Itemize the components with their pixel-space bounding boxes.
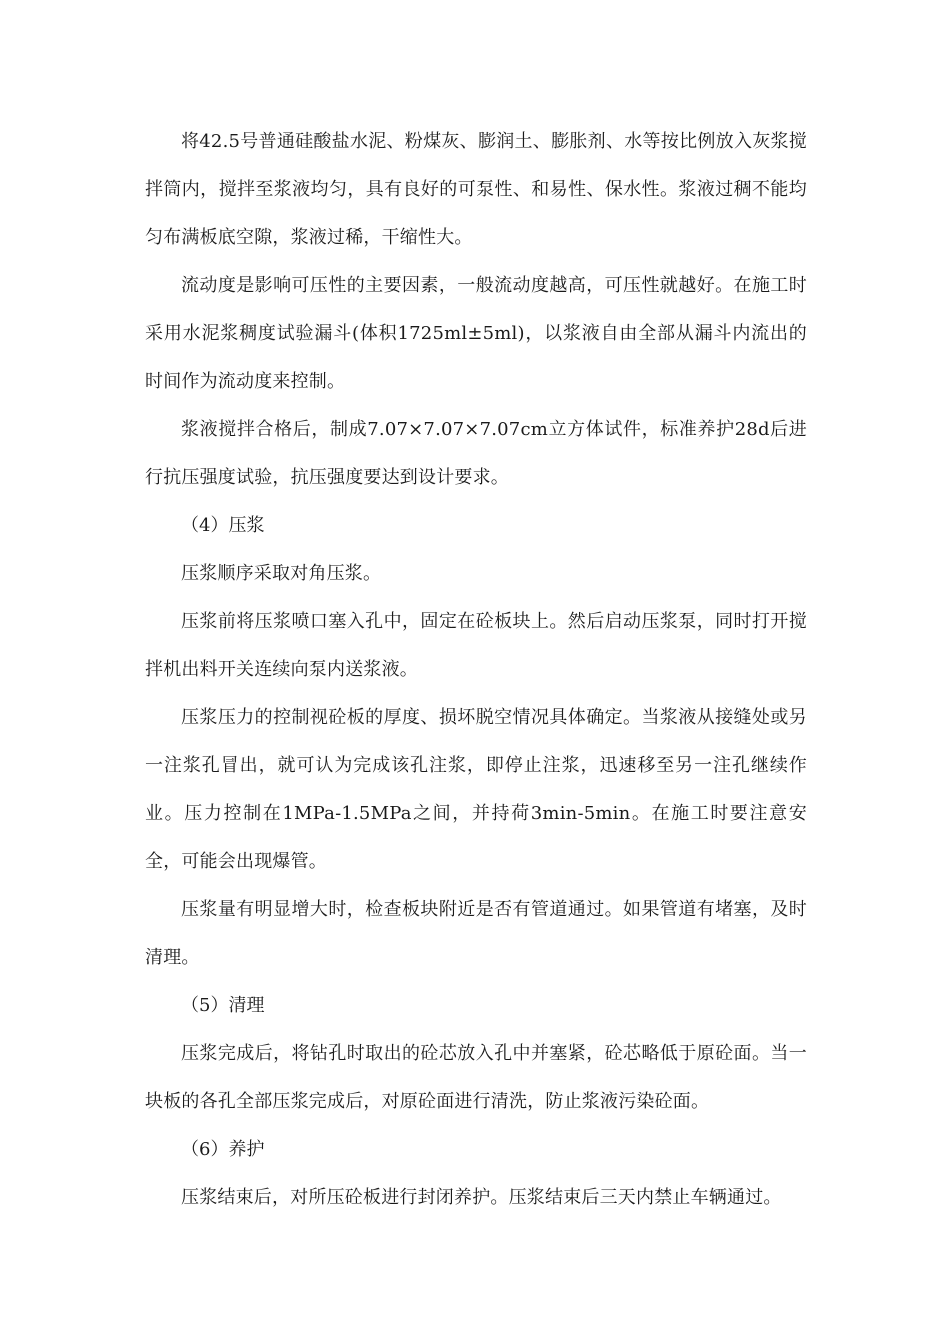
paragraph-curing: 压浆结束后，对所压砼板进行封闭养护。压浆结束后三天内禁止车辆通过。 xyxy=(181,1187,782,1208)
paragraph-flowability: 流动度是影响可压性的主要因素，一般流动度越高，可压性就越好。在施工时采用水泥浆稠度试验漏斗(体积1725ml±5ml)，以浆液自由全部从漏斗内流出的时间作为流动度来控制。 xyxy=(145,275,807,392)
section-heading-grouting: （4）压浆 xyxy=(181,515,265,536)
paragraph-grouting-prep: 压浆前将压浆喷口塞入孔中，固定在砼板块上。然后启动压浆泵，同时打开搅拌机出料开关连续向泵内送浆液。 xyxy=(145,611,807,680)
paragraph-grouting-order: 压浆顺序采取对角压浆。 xyxy=(181,563,382,584)
paragraph-grout-mixing: 将42.5号普通硅酸盐水泥、粉煤灰、膨润土、膨胀剂、水等按比例放入灰浆搅拌筒内，搅拌至浆液均匀，具有良好的可泵性、和易性、保水性。浆液过稠不能均匀布满板底空隙，浆液过稀，干缩性大。 xyxy=(145,131,807,248)
section-heading-curing: （6）养护 xyxy=(181,1139,265,1160)
section-heading-cleanup: （5）清理 xyxy=(181,995,265,1016)
paragraph-pipe-check: 压浆量有明显增大时，检查板块附近是否有管道通过。如果管道有堵塞，及时清理。 xyxy=(145,899,807,968)
paragraph-pressure-control: 压浆压力的控制视砼板的厚度、损坏脱空情况具体确定。当浆液从接缝处或另一注浆孔冒出，就可认为完成该孔注浆，即停止注浆，迅速移至另一注孔继续作业。压力控制在1MPa-1.5MPa之间，并持荷3min-5min。在施工时要注意安全，可能会出现爆管。 xyxy=(145,707,807,872)
paragraph-strength-test: 浆液搅拌合格后，制成7.07×7.07×7.07cm立方体试件，标准养护28d后进行抗压强度试验，抗压强度要达到设计要求。 xyxy=(145,419,807,488)
paragraph-cleanup: 压浆完成后，将钻孔时取出的砼芯放入孔中并塞紧，砼芯略低于原砼面。当一块板的各孔全部压浆完成后，对原砼面进行清洗，防止浆液污染砼面。 xyxy=(145,1043,807,1112)
document-body xyxy=(145,118,807,1222)
